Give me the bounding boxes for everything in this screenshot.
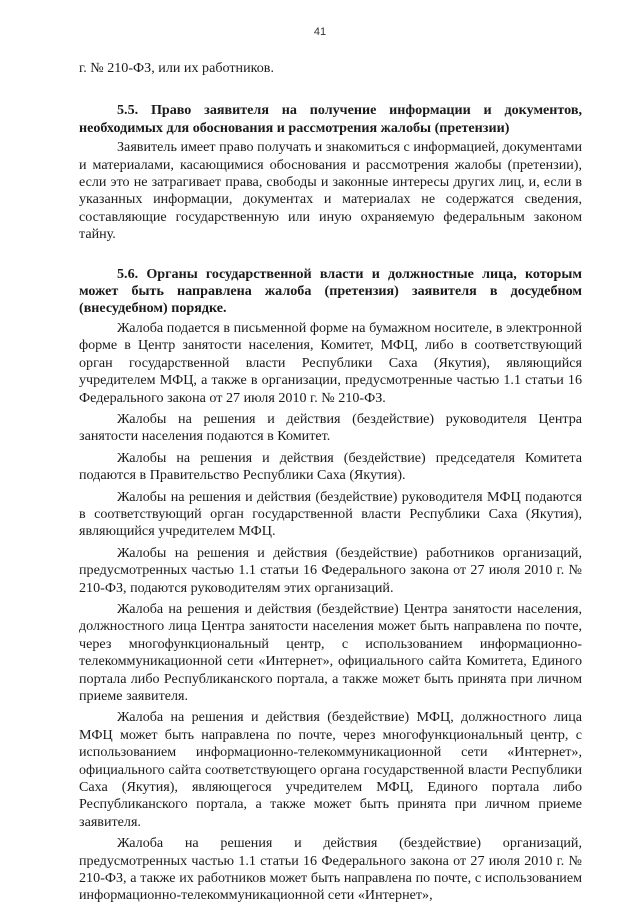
paragraph: Заявитель имеет право получать и знакомиться с информацией, документами и материалами, касающимися обоснования и рассмотрения жалобы (претензии), если это не затрагивает права, свободы и законные интересы других лиц, и, если в указанных информации, документах и материалах не содержатся сведения, составляющие государственную или иную охраняемую федеральным законом тайну. [79,139,582,243]
continued-paragraph: г. № 210-ФЗ, или их работников. [79,60,274,76]
paragraph: Жалобы на решения и действия (бездействие) руководителя МФЦ подаются в соответствующий орган государственной власти Республики Саха (Якутия), являющийся учредителем МФЦ. [79,488,582,540]
paragraph: Жалобы на решения и действия (бездействие) руководителя Центра занятости населения подаются в Комитет. [79,410,582,445]
page-number: 41 [313,26,327,38]
paragraph: Жалоба на решения и действия (бездействие) Центра занятости населения, должностного лица Центра занятости населения может быть направлена по почте, через многофункциональный центр, с использованием информационно-телекоммуникационной сети «Интернет», официального сайта Комитета, Единого портала либо Республиканского портала, а также может быть принята при личном приеме заявителя. [79,600,582,704]
section-heading-5-5: 5.5. Право заявителя на получение информации и документов, необходимых для обоснования и рассмотрения жалобы (претензии) [79,102,582,136]
paragraph: Жалоба подается в письменной форме на бумажном носителе, в электронной форме в Центр занятости населения, Комитет, МФЦ, либо в соответствующий орган государственной власти Республики Саха (Якутия), являющийся учредителем МФЦ, а также в организации, предусмотренные частью 1.1 статьи 16 Федерального закона от 27 июля 2010 г. № 210-ФЗ. [79,319,582,406]
document-body [79,60,582,909]
paragraph: Жалоба на решения и действия (бездействие) организаций, предусмотренных частью 1.1 статьи 16 Федерального закона от 27 июля 2010 г. № 210-ФЗ, а также их работников может быть направлена по почте, с использованием информационно-телекоммуникационной сети «Интернет», [79,835,582,904]
section-heading-5-6: 5.6. Органы государственной власти и должностные лица, которым может быть направлена жалоба (претензия) заявителя в досудебном (внесудебном) порядке. [79,265,582,317]
paragraph: Жалобы на решения и действия (бездействие) председателя Комитета подаются в Правительство Республики Саха (Якутия). [79,449,582,484]
paragraph: Жалобы на решения и действия (бездействие) работников организаций, предусмотренных частью 1.1 статьи 16 Федерального закона от 27 июля 2010 г. № 210-ФЗ, подаются руководителям этих организаций. [79,544,582,596]
paragraph: Жалоба на решения и действия (бездействие) МФЦ, должностного лица МФЦ может быть направлена по почте, через многофункциональный центр, с использованием информационно-телекоммуникационной сети «Интернет», официального сайта соответствующего органа государственной власти Республики Саха (Якутия), являющегося учредителем МФЦ, Единого портала либо Республиканского портала, а также может быть принята при личном приеме заявителя. [79,709,582,830]
